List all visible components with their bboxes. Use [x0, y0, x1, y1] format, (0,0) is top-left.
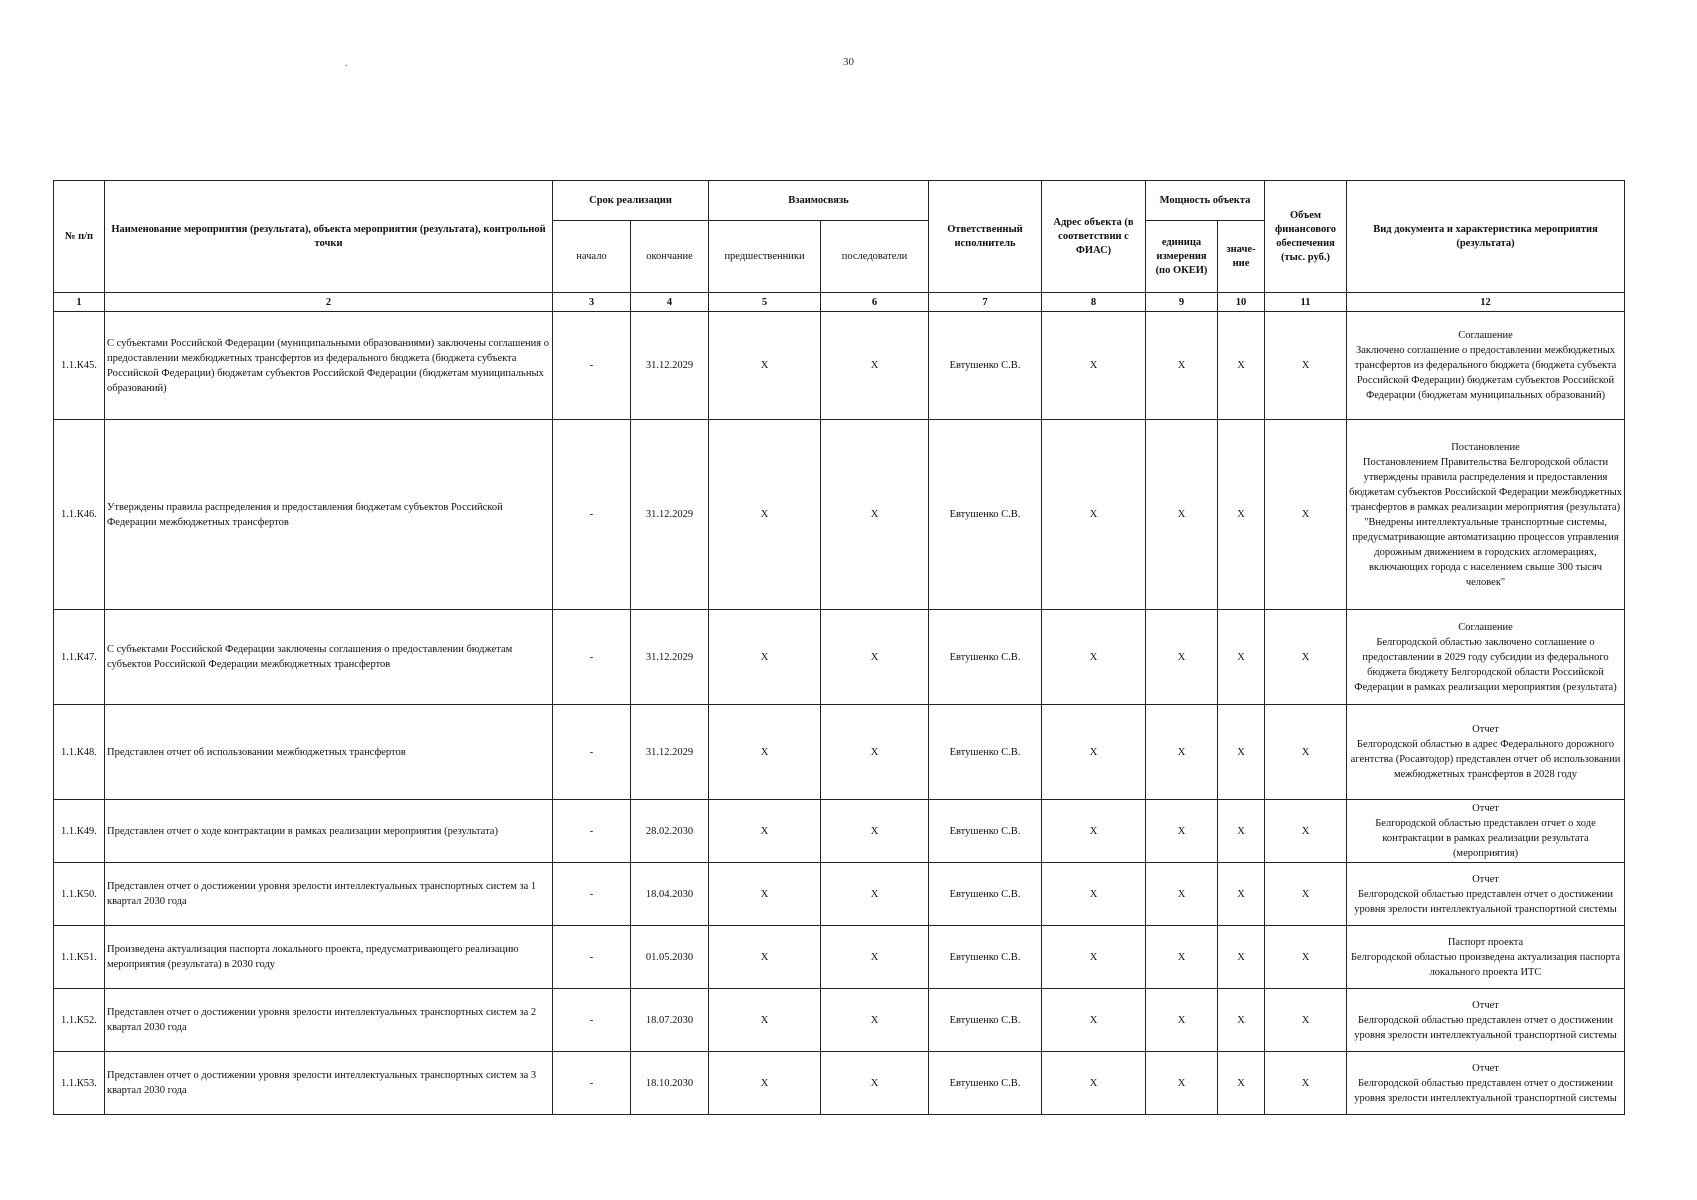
row-predecessors: X — [709, 420, 821, 610]
row-successors: X — [821, 312, 929, 420]
row-predecessors: X — [709, 926, 821, 989]
row-num: 1.1.К47. — [54, 610, 105, 705]
row-finance: X — [1265, 800, 1347, 863]
row-start: - — [553, 705, 631, 800]
column-number: 7 — [929, 293, 1042, 312]
row-successors: X — [821, 800, 929, 863]
row-num: 1.1.К48. — [54, 705, 105, 800]
row-address: X — [1042, 800, 1146, 863]
table-row — [54, 420, 1625, 610]
row-doc — [1347, 1052, 1625, 1115]
header-doc: Вид документа и характеристика мероприятия (результата) — [1347, 181, 1625, 293]
header-unit: единица измерения (по ОКЕИ) — [1146, 221, 1218, 293]
row-predecessors: X — [709, 800, 821, 863]
row-value: X — [1218, 312, 1265, 420]
row-doc-text: Постановлением Правительства Белгородской области утверждены правила распределения и предоставления бюджетам субъектов Российской Федерации межбюджетных трансфертов в рамках реализации мероприятия (результата) "Внедрены интеллектуальные транспортные системы, предусматривающие автоматизацию процессов управления дорожным движением в городских агломерациях, включающих города с населением свыше 300 тысяч человек" — [1349, 456, 1622, 588]
row-finance: X — [1265, 705, 1347, 800]
table-row — [54, 863, 1625, 926]
row-successors: X — [821, 1052, 929, 1115]
row-unit: X — [1146, 1052, 1218, 1115]
header-term-end: окончание — [631, 221, 709, 293]
row-unit: X — [1146, 312, 1218, 420]
row-start: - — [553, 610, 631, 705]
row-start: - — [553, 926, 631, 989]
stray-mark: . — [345, 58, 348, 69]
header-num: № п/п — [54, 181, 105, 293]
row-doc — [1347, 420, 1625, 610]
row-start: - — [553, 989, 631, 1052]
row-end: 18.10.2030 — [631, 1052, 709, 1115]
row-unit: X — [1146, 420, 1218, 610]
table-row — [54, 705, 1625, 800]
row-end: 01.05.2030 — [631, 926, 709, 989]
row-predecessors: X — [709, 863, 821, 926]
plan-table — [53, 180, 1625, 1115]
row-responsible: Евтушенко С.В. — [929, 800, 1042, 863]
row-finance: X — [1265, 863, 1347, 926]
row-responsible: Евтушенко С.В. — [929, 863, 1042, 926]
row-end: 31.12.2029 — [631, 312, 709, 420]
row-finance: X — [1265, 420, 1347, 610]
column-number: 2 — [105, 293, 553, 312]
row-predecessors: X — [709, 1052, 821, 1115]
table-row — [54, 989, 1625, 1052]
row-finance: X — [1265, 989, 1347, 1052]
row-doc-text: Белгородской областью представлен отчет о достижении уровня зрелости интеллектуальной транспортной системы — [1354, 888, 1617, 915]
row-address: X — [1042, 989, 1146, 1052]
table-row — [54, 610, 1625, 705]
row-finance: X — [1265, 312, 1347, 420]
row-address: X — [1042, 610, 1146, 705]
row-value: X — [1218, 989, 1265, 1052]
header-capacity: Мощность объекта — [1146, 181, 1265, 221]
row-doc-text: Белгородской областью представлен отчет о ходе контрактации в рамках реализации результата (мероприятия) — [1375, 818, 1596, 859]
row-name: Утверждены правила распределения и предоставления бюджетам субъектов Российской Федерации межбюджетных трансфертов — [105, 420, 553, 610]
column-number: 3 — [553, 293, 631, 312]
row-address: X — [1042, 1052, 1146, 1115]
row-start: - — [553, 312, 631, 420]
column-number: 12 — [1347, 293, 1625, 312]
column-number: 11 — [1265, 293, 1347, 312]
row-end: 28.02.2030 — [631, 800, 709, 863]
column-number: 5 — [709, 293, 821, 312]
row-num: 1.1.К53. — [54, 1052, 105, 1115]
row-unit: X — [1146, 926, 1218, 989]
row-successors: X — [821, 863, 929, 926]
row-address: X — [1042, 705, 1146, 800]
row-start: - — [553, 863, 631, 926]
row-doc — [1347, 989, 1625, 1052]
column-number: 4 — [631, 293, 709, 312]
row-doc — [1347, 610, 1625, 705]
row-doc-title: Отчет — [1472, 999, 1499, 1011]
row-unit: X — [1146, 800, 1218, 863]
table-row — [54, 1052, 1625, 1115]
row-finance: X — [1265, 610, 1347, 705]
row-successors: X — [821, 610, 929, 705]
row-doc-text: Белгородской областью заключено соглашение о предоставлении в 2029 году субсидии из федерального бюджета бюджету Белгородской области Российской Федерации в рамках реализации мероприятия (результата) — [1354, 636, 1617, 693]
row-address: X — [1042, 420, 1146, 610]
row-doc-title: Отчет — [1472, 803, 1499, 814]
row-successors: X — [821, 926, 929, 989]
row-responsible: Евтушенко С.В. — [929, 610, 1042, 705]
column-number: 9 — [1146, 293, 1218, 312]
row-num: 1.1.К46. — [54, 420, 105, 610]
row-responsible: Евтушенко С.В. — [929, 312, 1042, 420]
row-start: - — [553, 800, 631, 863]
header-value: значе-ние — [1218, 221, 1265, 293]
row-doc-text: Белгородской областью произведена актуализация паспорта локального проекта ИТС — [1350, 951, 1621, 978]
row-responsible: Евтушенко С.В. — [929, 989, 1042, 1052]
row-responsible: Евтушенко С.В. — [929, 420, 1042, 610]
row-doc-title: Соглашение — [1458, 330, 1513, 341]
row-address: X — [1042, 863, 1146, 926]
row-value: X — [1218, 610, 1265, 705]
table-row — [54, 312, 1625, 420]
page-number: 30 — [843, 56, 854, 68]
column-number: 1 — [54, 293, 105, 312]
row-doc — [1347, 800, 1625, 863]
row-successors: X — [821, 420, 929, 610]
row-doc — [1347, 312, 1625, 420]
row-value: X — [1218, 420, 1265, 610]
row-doc — [1347, 926, 1625, 989]
table-row — [54, 800, 1625, 863]
column-number-row — [54, 293, 1625, 312]
row-doc-text: Белгородской областью представлен отчет о достижении уровня зрелости интеллектуальной транспортной системы — [1354, 1077, 1617, 1104]
row-responsible: Евтушенко С.В. — [929, 1052, 1042, 1115]
row-name: С субъектами Российской Федерации заключены соглашения о предоставлении бюджетам субъектов Российской Федерации межбюджетных трансфертов — [105, 610, 553, 705]
row-doc-title: Отчет — [1472, 1062, 1499, 1074]
row-doc-title: Отчет — [1472, 724, 1499, 735]
row-predecessors: X — [709, 610, 821, 705]
row-value: X — [1218, 705, 1265, 800]
header-relation: Взаимосвязь — [709, 181, 929, 221]
column-number: 8 — [1042, 293, 1146, 312]
row-end: 18.07.2030 — [631, 989, 709, 1052]
row-name: Представлен отчет о достижении уровня зрелости интеллектуальных транспортных систем за 1 квартал 2030 года — [105, 863, 553, 926]
row-name: Представлен отчет о достижении уровня зрелости интеллектуальных транспортных систем за 3 квартал 2030 года — [105, 1052, 553, 1115]
row-name: Представлен отчет об использовании межбюджетных трансфертов — [105, 705, 553, 800]
header-successors: последователи — [821, 221, 929, 293]
row-unit: X — [1146, 989, 1218, 1052]
table-row — [54, 926, 1625, 989]
header-address: Адрес объекта (в соответствии с ФИАС) — [1042, 181, 1146, 293]
row-responsible: Евтушенко С.В. — [929, 705, 1042, 800]
row-value: X — [1218, 926, 1265, 989]
row-address: X — [1042, 926, 1146, 989]
row-doc-text: Заключено соглашение о предоставлении межбюджетных трансфертов из федерального бюджета (бюджета субъекта Российской Федерации) бюджетам субъектов Российской Федерации (бюджетам муниципальных образований) — [1354, 345, 1617, 401]
row-successors: X — [821, 705, 929, 800]
row-unit: X — [1146, 705, 1218, 800]
row-successors: X — [821, 989, 929, 1052]
row-num: 1.1.К49. — [54, 800, 105, 863]
column-number: 6 — [821, 293, 929, 312]
header-finance: Объем финансового обеспечения (тыс. руб.) — [1265, 181, 1347, 293]
row-doc-text: Белгородской областью представлен отчет о достижении уровня зрелости интеллектуальной транспортной системы — [1354, 1014, 1617, 1041]
row-start: - — [553, 1052, 631, 1115]
row-unit: X — [1146, 863, 1218, 926]
row-doc — [1347, 863, 1625, 926]
row-finance: X — [1265, 926, 1347, 989]
row-end: 31.12.2029 — [631, 610, 709, 705]
row-doc-title: Паспорт проекта — [1447, 936, 1524, 948]
row-doc-title: Постановление — [1451, 441, 1520, 453]
row-end: 31.12.2029 — [631, 420, 709, 610]
row-end: 18.04.2030 — [631, 863, 709, 926]
row-name: Представлен отчет о ходе контрактации в рамках реализации мероприятия (результата) — [105, 800, 553, 863]
header-term-start: начало — [553, 221, 631, 293]
row-predecessors: X — [709, 989, 821, 1052]
row-finance: X — [1265, 1052, 1347, 1115]
column-number: 10 — [1218, 293, 1265, 312]
row-address: X — [1042, 312, 1146, 420]
row-predecessors: X — [709, 312, 821, 420]
row-end: 31.12.2029 — [631, 705, 709, 800]
row-name: С субъектами Российской Федерации (муниципальными образованиями) заключены соглашения о предоставлении межбюджетных трансфертов из федерального бюджета (бюджета субъекта Российской Федерации) бюджетам субъектов Российской Федерации (бюджетам муниципальных образований) — [105, 312, 553, 420]
row-predecessors: X — [709, 705, 821, 800]
row-doc-title: Соглашение — [1458, 621, 1513, 633]
row-num: 1.1.К52. — [54, 989, 105, 1052]
header-predecessors: предшественники — [709, 221, 821, 293]
row-unit: X — [1146, 610, 1218, 705]
row-doc-title: Отчет — [1472, 873, 1499, 885]
row-responsible: Евтушенко С.В. — [929, 926, 1042, 989]
row-value: X — [1218, 800, 1265, 863]
row-doc-text: Белгородской областью в адрес Федерального дорожного агентства (Росавтодор) представлен отчет об использовании межбюджетных трансфертов в 2028 году — [1350, 739, 1621, 780]
row-name: Представлен отчет о достижении уровня зрелости интеллектуальных транспортных систем за 2 квартал 2030 года — [105, 989, 553, 1052]
row-num: 1.1.К45. — [54, 312, 105, 420]
row-start: - — [553, 420, 631, 610]
row-value: X — [1218, 863, 1265, 926]
row-value: X — [1218, 1052, 1265, 1115]
row-doc — [1347, 705, 1625, 800]
header-term: Срок реализации — [553, 181, 709, 221]
row-name: Произведена актуализация паспорта локального проекта, предусматривающего реализацию мероприятия (результата) в 2030 году — [105, 926, 553, 989]
header-name: Наименование мероприятия (результата), объекта мероприятия (результата), контрольной точки — [105, 181, 553, 293]
row-num: 1.1.К50. — [54, 863, 105, 926]
row-num: 1.1.К51. — [54, 926, 105, 989]
header-responsible: Ответственный исполнитель — [929, 181, 1042, 293]
